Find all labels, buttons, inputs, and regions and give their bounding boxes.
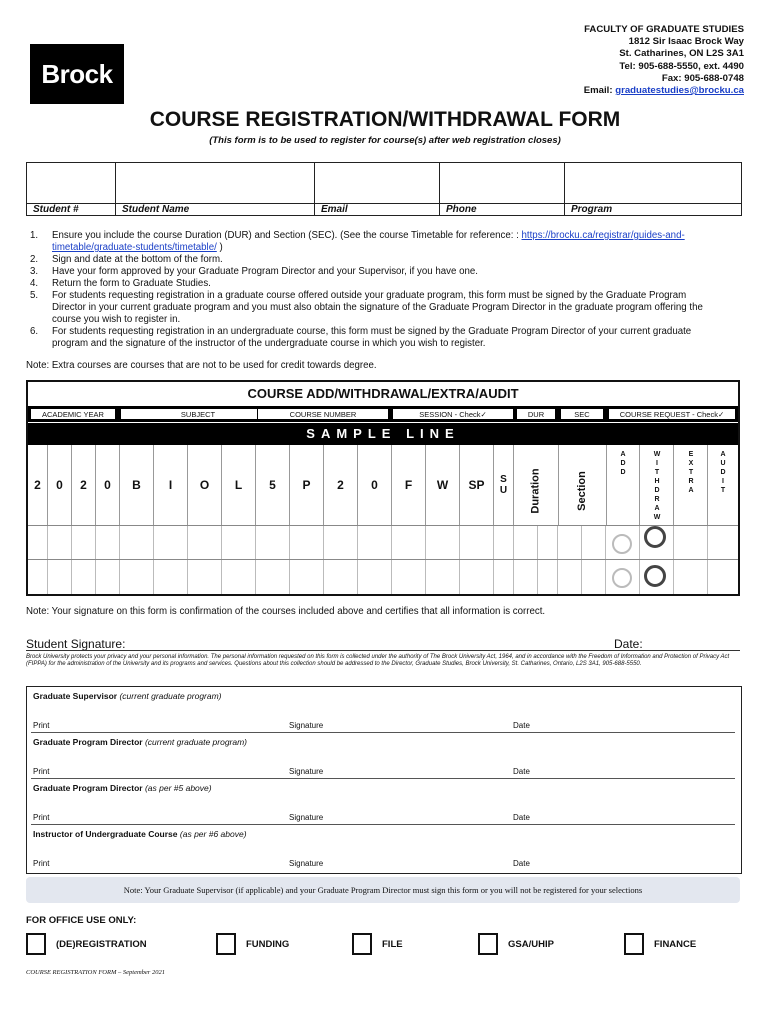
sample-cell: P (290, 445, 324, 525)
signature-label: Signature (289, 767, 324, 776)
entry-cell-divider (425, 526, 426, 560)
phone-field[interactable] (440, 163, 565, 215)
entry-cell-divider (357, 526, 358, 560)
entry-cell-divider (357, 560, 358, 594)
withdraw-radio[interactable] (644, 526, 666, 548)
print-label: Print (33, 721, 50, 730)
approval-note: (as per #6 above) (179, 829, 247, 839)
entry-cell-divider (47, 560, 48, 594)
entry-cell-divider (119, 526, 120, 560)
approval-title: Graduate Program Director (33, 783, 143, 793)
entry-cell-divider (537, 560, 538, 594)
entry-cell-divider (493, 526, 494, 560)
entry-cell-divider (47, 526, 48, 560)
file-label: FILE (382, 939, 403, 950)
email-link[interactable]: graduatestudies@brocku.ca (615, 85, 744, 97)
course-grid (26, 380, 740, 596)
instruction-item (30, 326, 720, 350)
sample-cell: SP (460, 445, 494, 525)
entry-cell-divider (581, 560, 582, 594)
file-checkbox[interactable] (352, 933, 372, 955)
header-course-number: COURSE NUMBER (257, 408, 389, 420)
su-letter: U (499, 485, 508, 496)
student-name-field[interactable] (116, 163, 315, 215)
duration-label: Duration (530, 468, 543, 514)
address-line: Fax: 905-688-0748 (661, 72, 744, 84)
faculty-address (584, 24, 744, 97)
item-number: 2. (30, 254, 39, 265)
form-title: COURSE REGISTRATION/WITHDRAWAL FORM (149, 108, 621, 131)
sample-cell: 0 (96, 445, 120, 525)
request-letter: X (688, 460, 694, 467)
approval-title: Graduate Program Director (33, 737, 143, 747)
header-academic-year: ACADEMIC YEAR (30, 408, 116, 420)
finance-checkbox[interactable] (624, 933, 644, 955)
approval-note: (as per #5 above) (144, 783, 212, 793)
request-letter: I (656, 460, 658, 467)
item-text: For students requesting registration in a graduate course offered outside your graduate program, this form must be signed by the Graduate Program Director in your current graduate program and you must also obtain the signature of the Graduate Program Director in the graduate program offering the course you wish to register in. (52, 290, 703, 325)
sample-cell: I (154, 445, 188, 525)
course-grid-title: COURSE ADD/WITHDRAWAL/EXTRA/AUDIT (247, 386, 519, 401)
privacy-statement: Brock University protects your privacy and your personal information. The personal information requested on this form is collected under the authority of The Brock University Act, 1964, and in accordance with the Freedom of Information and Protection of Privacy Act (FIPPA) for the administration of the University and its programs and services. Questions about this collection should be addressed to the Director, Graduate Studies, Brock University, St. Catharines, Ontario, L2S 3A1, 905-688-5550. (26, 654, 730, 667)
course-entry-row[interactable] (28, 525, 738, 560)
print-label: Print (33, 767, 50, 776)
signature-date-label: Date: (614, 637, 643, 651)
sample-cell: 2 (28, 445, 48, 525)
sample-cell: 0 (358, 445, 392, 525)
entry-cell-divider (513, 560, 514, 594)
gsa-uhip-checkbox[interactable] (478, 933, 498, 955)
entry-cell-divider (673, 560, 674, 594)
request-letter: W (653, 514, 661, 521)
request-add-label (616, 450, 630, 477)
instruction-item (30, 266, 720, 278)
entry-cell-divider (581, 526, 582, 560)
entry-cell-divider (289, 526, 290, 560)
entry-cell-divider (255, 560, 256, 594)
entry-cell-divider (153, 526, 154, 560)
entry-cell-divider (639, 526, 640, 560)
add-radio[interactable] (612, 534, 632, 554)
entry-cell-divider (71, 560, 72, 594)
address-line: FACULTY OF GRADUATE STUDIES (584, 24, 744, 35)
entry-cell-divider (513, 526, 514, 560)
item-number: 3. (30, 266, 39, 277)
request-audit-label (716, 450, 730, 495)
signature-label: Signature (289, 859, 324, 868)
approval-program-director[interactable] (27, 733, 741, 779)
date-label: Date (513, 813, 530, 822)
instructions-list (30, 230, 720, 350)
entry-cell-divider (221, 560, 222, 594)
field-label: Student Name (122, 204, 190, 215)
entry-cell-divider (605, 560, 606, 594)
item-text: Return the form to Graduate Studies. (52, 278, 211, 289)
entry-cell-divider (221, 526, 222, 560)
entry-cell-divider (187, 526, 188, 560)
timetable-link[interactable]: https://brocku.ca/registrar/guides-and-timetable/graduate-students/timetable/ (52, 230, 685, 253)
item-number: 1. (30, 230, 39, 241)
sample-cell: F (392, 445, 426, 525)
instruction-item (30, 278, 720, 290)
date-label: Date (513, 721, 530, 730)
entry-cell-divider (673, 526, 674, 560)
approval-note: (current graduate program) (119, 691, 222, 701)
request-letter: A (688, 487, 694, 494)
approval-instructor[interactable] (27, 825, 741, 871)
signing-requirement-note: Note: Your Graduate Supervisor (if applicable) and your Graduate Program Director must sign this form or you will not be registered for your selections (26, 877, 740, 903)
date-label: Date (513, 859, 530, 868)
request-letter: R (654, 496, 660, 503)
sample-duration (514, 445, 559, 525)
request-letter: I (722, 478, 724, 485)
entry-cell-divider (255, 526, 256, 560)
funding-checkbox[interactable] (216, 933, 236, 955)
signature-line[interactable] (26, 650, 740, 651)
approval-title: Instructor of Undergraduate Course (33, 829, 178, 839)
request-letter: W (653, 451, 661, 458)
approvals-box (26, 686, 742, 874)
request-letter: R (688, 478, 694, 485)
entry-cell-divider (71, 526, 72, 560)
signature-label: Signature (289, 721, 324, 730)
entry-cell-divider (459, 560, 460, 594)
entry-cell-divider (639, 560, 640, 594)
header-sec: SEC (560, 408, 604, 420)
funding-label: FUNDING (246, 939, 290, 950)
deregistration-checkbox[interactable] (26, 933, 46, 955)
student-info-table (26, 162, 742, 216)
student-signature-label: Student Signature: (26, 637, 126, 651)
entry-cell-divider (557, 526, 558, 560)
form-subtitle: (This form is to be used to register for course(s) after web registration closes) (209, 135, 561, 146)
sample-cell: 2 (324, 445, 358, 525)
instruction-item (30, 254, 720, 266)
request-letter: D (654, 487, 660, 494)
sample-cell-su (494, 445, 514, 525)
print-label: Print (33, 813, 50, 822)
add-radio[interactable] (612, 568, 632, 588)
signature-label: Signature (289, 813, 324, 822)
section-label: Section (575, 471, 588, 511)
request-letter: D (720, 469, 726, 476)
approval-other-director[interactable] (27, 779, 741, 825)
field-label: Program (571, 204, 613, 215)
entry-cell-divider (605, 526, 606, 560)
entry-cell-divider (707, 560, 708, 594)
item-number: 6. (30, 326, 39, 337)
signature-note: Note: Your signature on this form is confirmation of the courses included above and certifies that all information is correct. (26, 606, 546, 617)
program-field[interactable] (565, 163, 741, 215)
request-letter: A (720, 451, 726, 458)
sample-cell: W (426, 445, 460, 525)
request-letter: T (720, 487, 726, 494)
request-letter: U (720, 460, 726, 467)
field-label: Phone (446, 204, 477, 215)
sample-cell: O (188, 445, 222, 525)
header-course-request: COURSE REQUEST - Check✓ (608, 408, 736, 420)
extra-courses-note: Note: Extra courses are courses that are not to be used for credit towards degree. (26, 360, 377, 371)
request-withdraw-label (650, 450, 664, 522)
address-line: St. Catharines, ON L2S 3A1 (619, 48, 744, 60)
student-number-field[interactable] (27, 163, 116, 215)
date-label: Date (513, 767, 530, 776)
item-number: 5. (30, 290, 39, 301)
item-text: For students requesting registration in an undergraduate course, this form must be signed by the Graduate Program Director of your current graduate program and the signature of the instructor of the undergraduate course in which you wish to register. (52, 326, 692, 349)
entry-cell-divider (459, 526, 460, 560)
entry-cell-divider (557, 560, 558, 594)
sample-section (558, 445, 607, 525)
brock-logo: Brock (30, 44, 124, 104)
finance-label: FINANCE (654, 939, 697, 950)
header-dur: DUR (516, 408, 556, 420)
request-extra-label (684, 450, 698, 495)
sample-cell: 5 (256, 445, 290, 525)
entry-cell-divider (289, 560, 290, 594)
item-text: ) (216, 242, 223, 253)
item-text: Ensure you include the course Duration (DUR) and Section (SEC). (See the course Timetable for reference: : (52, 230, 522, 241)
request-letter: H (654, 478, 660, 485)
sample-line-banner: SAMPLE LINE (28, 423, 738, 445)
entry-cell-divider (493, 560, 494, 594)
entry-cell-divider (323, 526, 324, 560)
address-line: Tel: 905-688-5550, ext. 4490 (619, 60, 744, 72)
approval-supervisor[interactable] (27, 687, 741, 733)
instruction-item (30, 290, 720, 326)
email-label: Email: (583, 85, 616, 97)
instruction-item (30, 230, 720, 254)
entry-cell-divider (119, 560, 120, 594)
item-text: Have your form approved by your Graduate Program Director and your Supervisor, if you have one. (52, 266, 478, 277)
entry-cell-divider (707, 526, 708, 560)
request-letter: A (620, 451, 626, 458)
entry-cell-divider (187, 560, 188, 594)
course-entry-row[interactable] (28, 559, 738, 594)
item-text: Sign and date at the bottom of the form. (52, 254, 223, 265)
field-label: Email (321, 204, 348, 215)
entry-cell-divider (391, 526, 392, 560)
field-label: Student # (33, 204, 79, 215)
header-session: SESSION - Check✓ (392, 408, 514, 420)
request-letter: T (654, 469, 660, 476)
sample-cell: L (222, 445, 256, 525)
gsa-uhip-label: GSA/UHIP (508, 939, 554, 950)
entry-cell-divider (391, 560, 392, 594)
entry-cell-divider (153, 560, 154, 594)
email-field[interactable] (315, 163, 440, 215)
sample-cell: 0 (48, 445, 72, 525)
entry-cell-divider (95, 560, 96, 594)
print-label: Print (33, 859, 50, 868)
request-letter: D (620, 469, 626, 476)
entry-cell-divider (323, 560, 324, 594)
address-line: 1812 Sir Isaac Brock Way (628, 36, 744, 48)
header-subject: SUBJECT (120, 408, 276, 420)
request-letter: T (688, 469, 694, 476)
deregistration-label: (DE)REGISTRATION (56, 939, 147, 950)
entry-cell-divider (537, 526, 538, 560)
request-letter: D (620, 460, 626, 467)
entry-cell-divider (425, 560, 426, 594)
form-footer: COURSE REGISTRATION FORM – September 2021 (26, 969, 165, 976)
request-letter: A (654, 505, 660, 512)
withdraw-radio[interactable] (644, 565, 666, 587)
approval-note: (current graduate program) (144, 737, 248, 747)
entry-cell-divider (95, 526, 96, 560)
sample-cell: 2 (72, 445, 96, 525)
sample-cell: B (120, 445, 154, 525)
approval-title: Graduate Supervisor (33, 691, 118, 701)
course-grid-header (28, 406, 738, 422)
office-use-heading: FOR OFFICE USE ONLY: (26, 915, 137, 926)
su-letter: S (500, 474, 507, 485)
request-letter: E (688, 451, 694, 458)
item-number: 4. (30, 278, 39, 289)
